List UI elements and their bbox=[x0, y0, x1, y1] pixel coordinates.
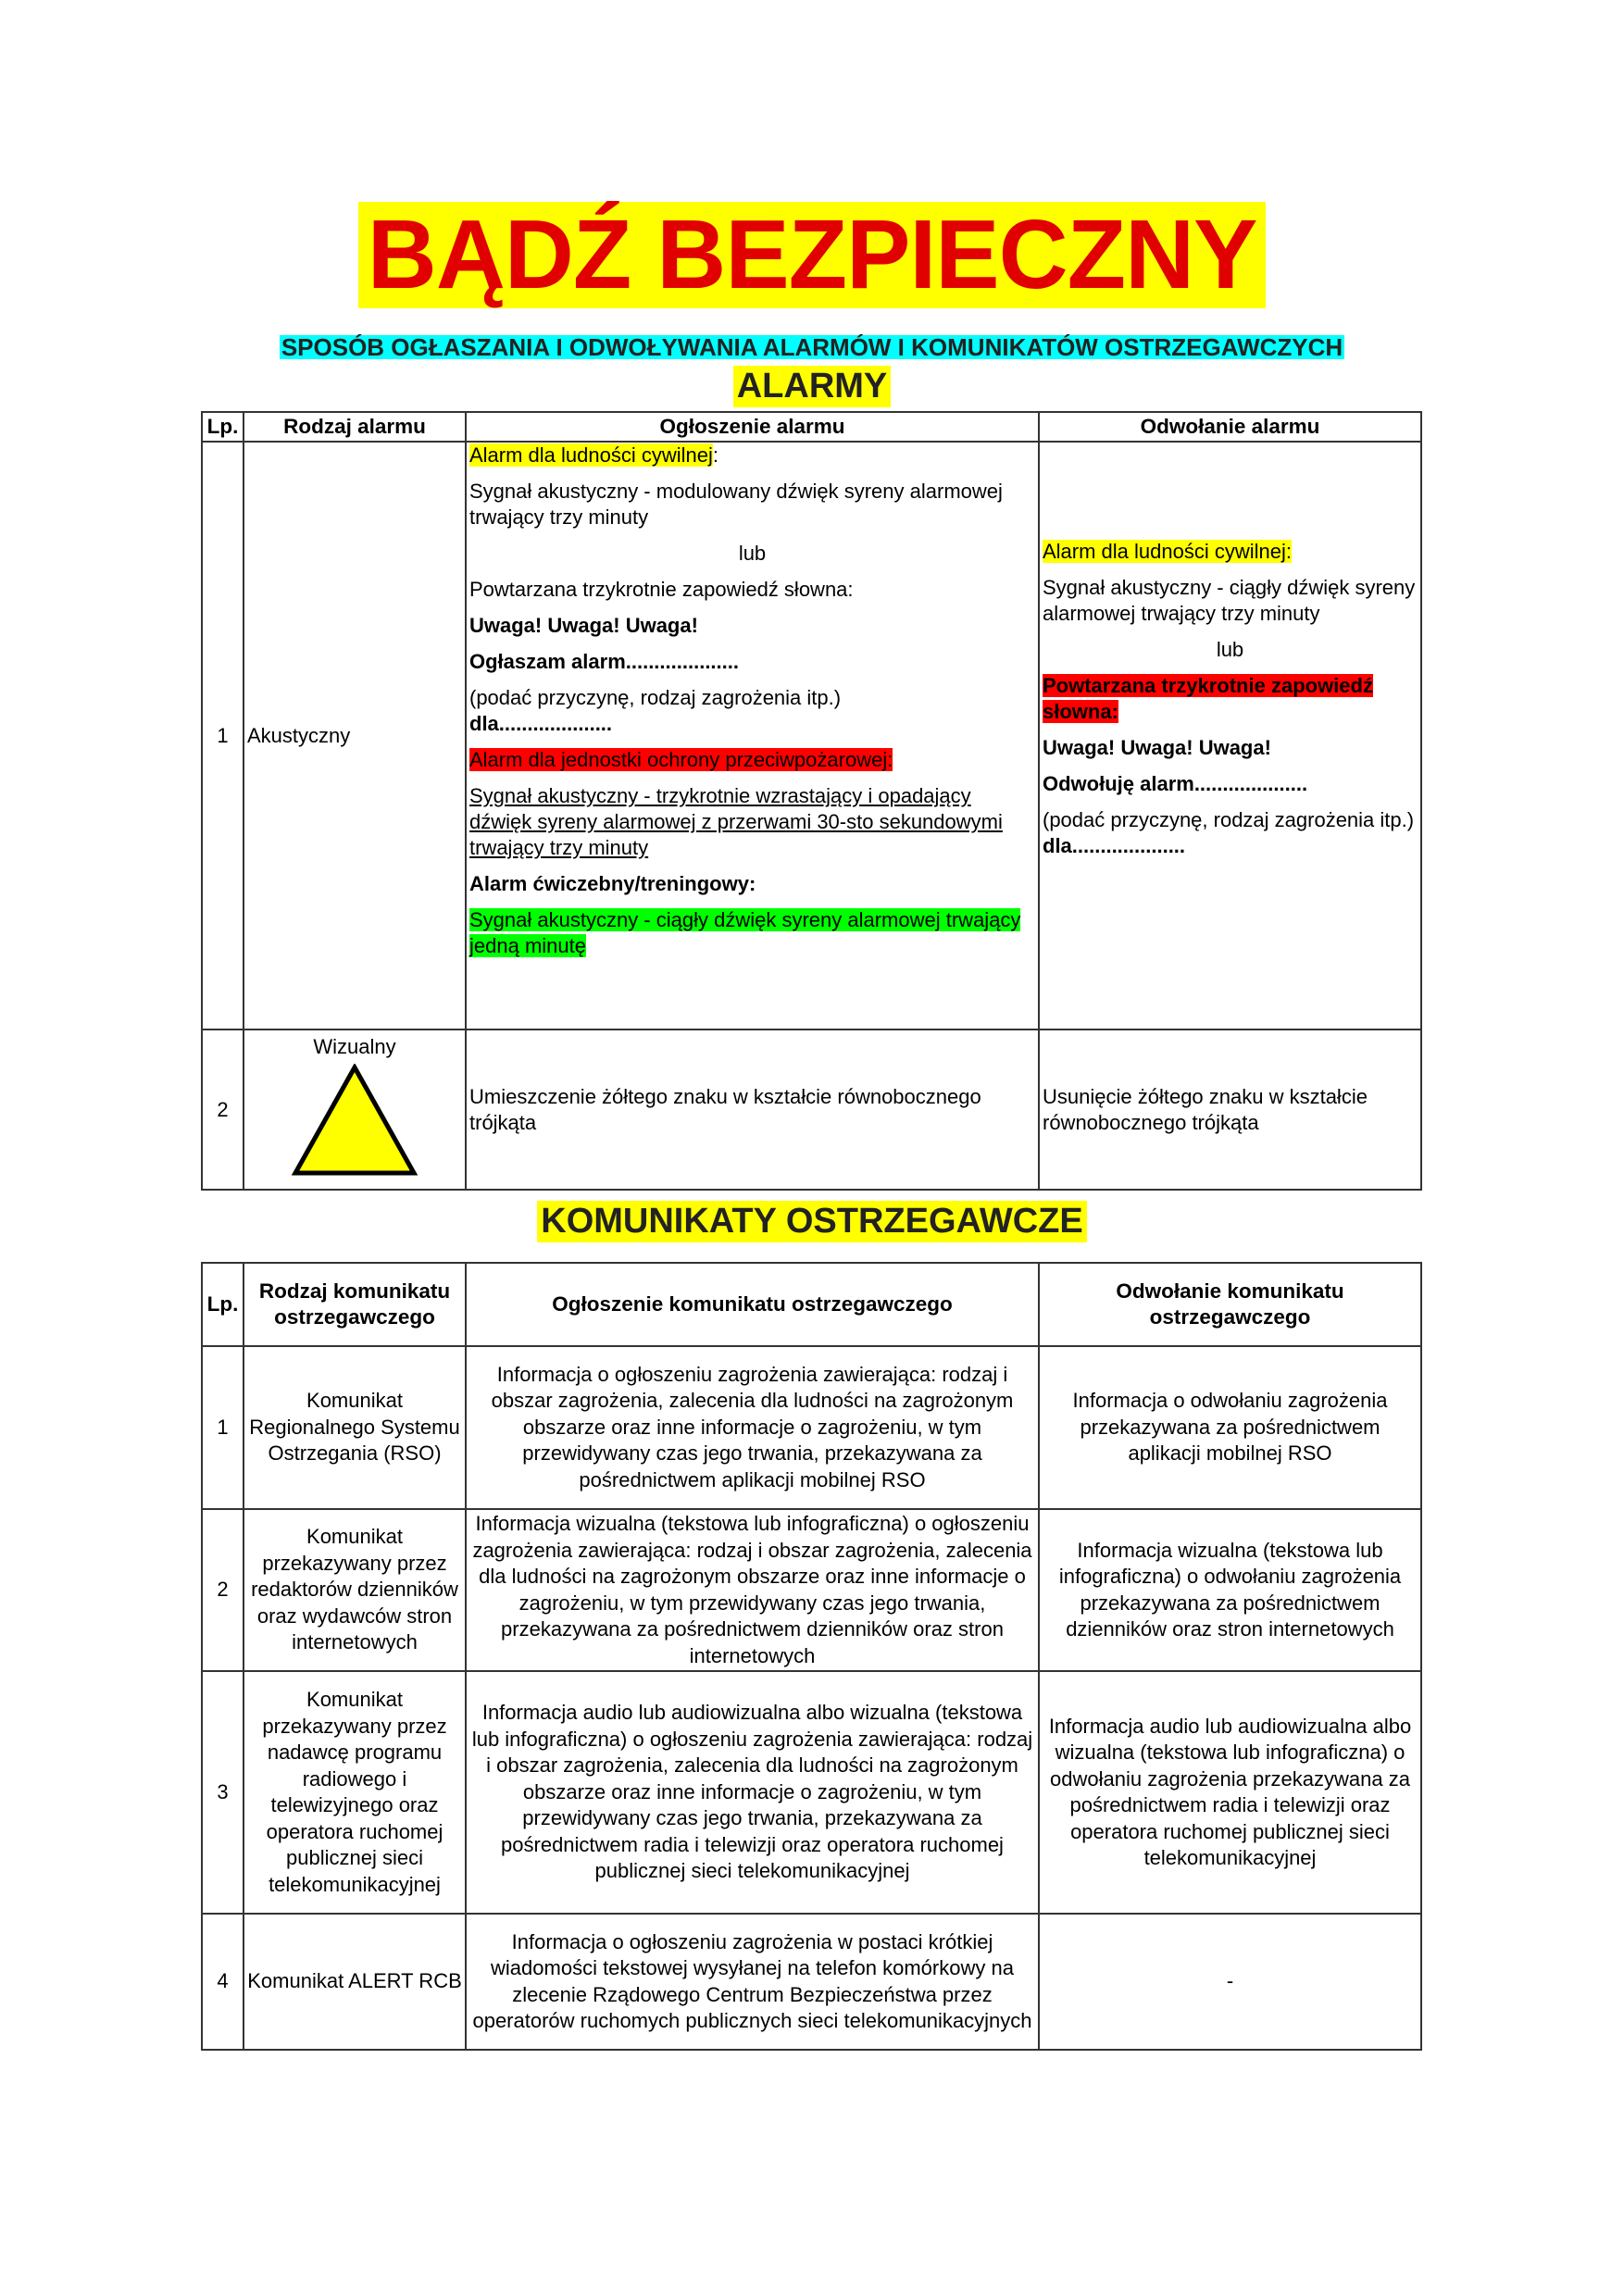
or-separator: lub bbox=[738, 542, 767, 565]
alarms-table-header bbox=[202, 412, 1421, 442]
column-header-alarm-revocation: Odwołanie alarmu bbox=[1039, 412, 1421, 442]
revoke-civil-label bbox=[1043, 539, 1418, 565]
warning-type: Komunikat Regionalnego Systemu Ostrzegania (RSO) bbox=[244, 1346, 466, 1509]
column-header-warning-revocation: Odwołanie komunikatu ostrzegawczego bbox=[1039, 1263, 1421, 1346]
alarm-revocation bbox=[1039, 442, 1421, 1029]
fire-alarm-label bbox=[469, 747, 1035, 773]
warning-revocation: Informacja o odwołaniu zagrożenia przekazywana za pośrednictwem aplikacji mobilnej RSO bbox=[1039, 1346, 1421, 1509]
row-number: 3 bbox=[202, 1671, 244, 1914]
civil-alarm-signal: Sygnał akustyczny - modulowany dźwięk syreny alarmowej trwający trzy minuty bbox=[469, 480, 1003, 529]
title-container bbox=[0, 202, 1624, 308]
verbal-repeat-text: Powtarzana trzykrotnie zapowiedź słowna: bbox=[469, 578, 854, 601]
civil-alarm-label-text: Alarm dla ludności cywilnej bbox=[469, 443, 713, 467]
civil-alarm-label-suffix: : bbox=[712, 443, 719, 467]
alarm-type: Wizualny bbox=[313, 1035, 396, 1058]
warning-announcement: Informacja o ogłoszeniu zagrożenia w postaci krótkiej wiadomości tekstowej wysyłanej na telefon komórkowy na zlecenie Rządowego Centrum Bezpieczeństwa przez operatorów ruchomych publicznych sieci telekomunikacyjnych bbox=[466, 1914, 1039, 2050]
fire-alarm-signal: Sygnał akustyczny - trzykrotnie wzrastający i opadający dźwięk syreny alarmowej z przerwami 30-sto sekundowymi trwający trzy minuty bbox=[469, 784, 1003, 859]
alarm-revocation: Usunięcie żółtego znaku w kształcie równobocznego trójkąta bbox=[1039, 1029, 1421, 1190]
revoke-civil-signal: Sygnał akustyczny - ciągły dźwięk syreny alarmowej trwający trzy minuty bbox=[1043, 576, 1416, 625]
table-row bbox=[202, 1671, 1421, 1914]
warnings-table-header bbox=[202, 1263, 1421, 1346]
revoke-verbal-repeat bbox=[1043, 673, 1418, 725]
page-title: BĄDŹ BEZPIECZNY bbox=[358, 202, 1266, 308]
page-subtitle: SPOSÓB OGŁASZANIA I ODWOŁYWANIA ALARMÓW I KOMUNIKATÓW OSTRZEGAWCZYCH bbox=[281, 333, 1343, 361]
alarm-type: Akustyczny bbox=[244, 442, 466, 1029]
column-header-warning-type: Rodzaj komunikatu ostrzegawczego bbox=[244, 1263, 466, 1346]
revoke-reason-text bbox=[1043, 807, 1418, 859]
warning-type: Komunikat przekazywany przez redaktorów dzienników oraz wydawców stron internetowych bbox=[244, 1509, 466, 1671]
alarms-heading-container bbox=[0, 366, 1624, 407]
alarms-table bbox=[201, 411, 1422, 1191]
fire-alarm-label-text: Alarm dla jednostki ochrony przeciwpożarowej: bbox=[469, 748, 893, 771]
table-row bbox=[202, 1914, 1421, 2050]
column-header-warning-announcement: Ogłoszenie komunikatu ostrzegawczego bbox=[466, 1263, 1039, 1346]
warning-announcement: Informacja audio lub audiowizualna albo wizualna (tekstowa lub infograficzna) o ogłoszeniu zagrożenia zawierająca: rodzaj i obszar zagrożenia, zalecenia dla ludności na zagrożonym obszarze oraz inne informacje o zagrożeniu, w tym przewidywany czas jego trwania, przekazywana za pośrednictwem radia i telewizji oraz operatora ruchomej publicznej sieci telekomunikacyjnej bbox=[466, 1671, 1039, 1914]
warnings-table bbox=[201, 1262, 1422, 2051]
civil-alarm-label bbox=[469, 443, 1035, 468]
subtitle-container bbox=[0, 335, 1624, 360]
warning-announcement: Informacja o ogłoszeniu zagrożenia zawierająca: rodzaj i obszar zagrożenia, zalecenia dla ludności na zagrożonym obszarze oraz inne informacje o zagrożeniu, w tym przewidywany czas jego trwania, przekazywana za pośrednictwem aplikacji mobilnej RSO bbox=[466, 1346, 1039, 1509]
revoke-reason: (podać przyczynę, rodzaj zagrożenia itp.) bbox=[1043, 808, 1415, 831]
drill-alarm-label: Alarm ćwiczebny/treningowy: bbox=[469, 872, 756, 895]
row-number: 4 bbox=[202, 1914, 244, 2050]
column-header-alarm-type: Rodzaj alarmu bbox=[244, 412, 466, 442]
warning-revocation: Informacja audio lub audiowizualna albo wizualna (tekstowa lub infograficzna) o odwołaniu zagrożenia przekazywana za pośrednictwem radia i telewizji oraz operatora ruchomej publicznej sieci telekomunikacyjnej bbox=[1039, 1671, 1421, 1914]
reason-text: (podać przyczynę, rodzaj zagrożenia itp.) bbox=[469, 686, 842, 709]
drill-alarm-signal bbox=[469, 907, 1035, 959]
drill-alarm-signal-text: Sygnał akustyczny - ciągły dźwięk syreny alarmowej trwający jedną minutę bbox=[469, 908, 1021, 957]
revoke-alarm-text: Odwołuję alarm.................... bbox=[1043, 772, 1308, 795]
warning-type: Komunikat przekazywany przez nadawcę programu radiowego i telewizyjnego oraz operatora ruchomej publicznej sieci telekomunikacyjnej bbox=[244, 1671, 466, 1914]
alarms-heading: ALARMY bbox=[733, 366, 892, 407]
revoke-civil-label-text: Alarm dla ludności cywilnej: bbox=[1043, 540, 1292, 563]
warnings-heading-container bbox=[0, 1201, 1624, 1242]
yellow-triangle-icon bbox=[290, 1064, 419, 1177]
table-row bbox=[202, 1029, 1421, 1190]
revoke-for: dla.................... bbox=[1043, 834, 1186, 857]
revoke-attention-text: Uwaga! Uwaga! Uwaga! bbox=[1043, 736, 1271, 759]
attention-text: Uwaga! Uwaga! Uwaga! bbox=[469, 614, 698, 637]
column-header-alarm-announcement: Ogłoszenie alarmu bbox=[466, 412, 1039, 442]
declare-alarm-text: Ogłaszam alarm.................... bbox=[469, 650, 739, 673]
warning-announcement: Informacja wizualna (tekstowa lub infograficzna) o ogłoszeniu zagrożenia zawierająca: rodzaj i obszar zagrożenia, zalecenia dla ludności na zagrożonym obszarze oraz inne informacje o zagrożeniu, w tym przewidywany czas jego trwania, przekazywana za pośrednictwem dzienników oraz stron internetowych bbox=[466, 1509, 1039, 1671]
row-number: 1 bbox=[202, 1346, 244, 1509]
alarm-announcement bbox=[466, 442, 1039, 1029]
table-row bbox=[202, 1509, 1421, 1671]
row-number: 1 bbox=[202, 442, 244, 1029]
table-row bbox=[202, 442, 1421, 1029]
table-row bbox=[202, 1346, 1421, 1509]
alarm-announcement: Umieszczenie żółtego znaku w kształcie równobocznego trójkąta bbox=[466, 1029, 1039, 1190]
column-header-lp: Lp. bbox=[202, 412, 244, 442]
for-text: dla.................... bbox=[469, 712, 613, 735]
row-number: 2 bbox=[202, 1029, 244, 1190]
revoke-verbal-repeat-text: Powtarzana trzykrotnie zapowiedź słowna: bbox=[1043, 674, 1373, 723]
revoke-or-separator: lub bbox=[1216, 638, 1244, 661]
warning-type: Komunikat ALERT RCB bbox=[244, 1914, 466, 2050]
warnings-heading: KOMUNIKATY OSTRZEGAWCZE bbox=[537, 1201, 1086, 1242]
warning-revocation: - bbox=[1039, 1914, 1421, 2050]
row-number: 2 bbox=[202, 1509, 244, 1671]
column-header-lp: Lp. bbox=[202, 1263, 244, 1346]
alarm-type-visual bbox=[244, 1029, 466, 1190]
warning-revocation: Informacja wizualna (tekstowa lub infograficzna) o odwołaniu zagrożenia przekazywana za pośrednictwem dzienników oraz stron internetowych bbox=[1039, 1509, 1421, 1671]
